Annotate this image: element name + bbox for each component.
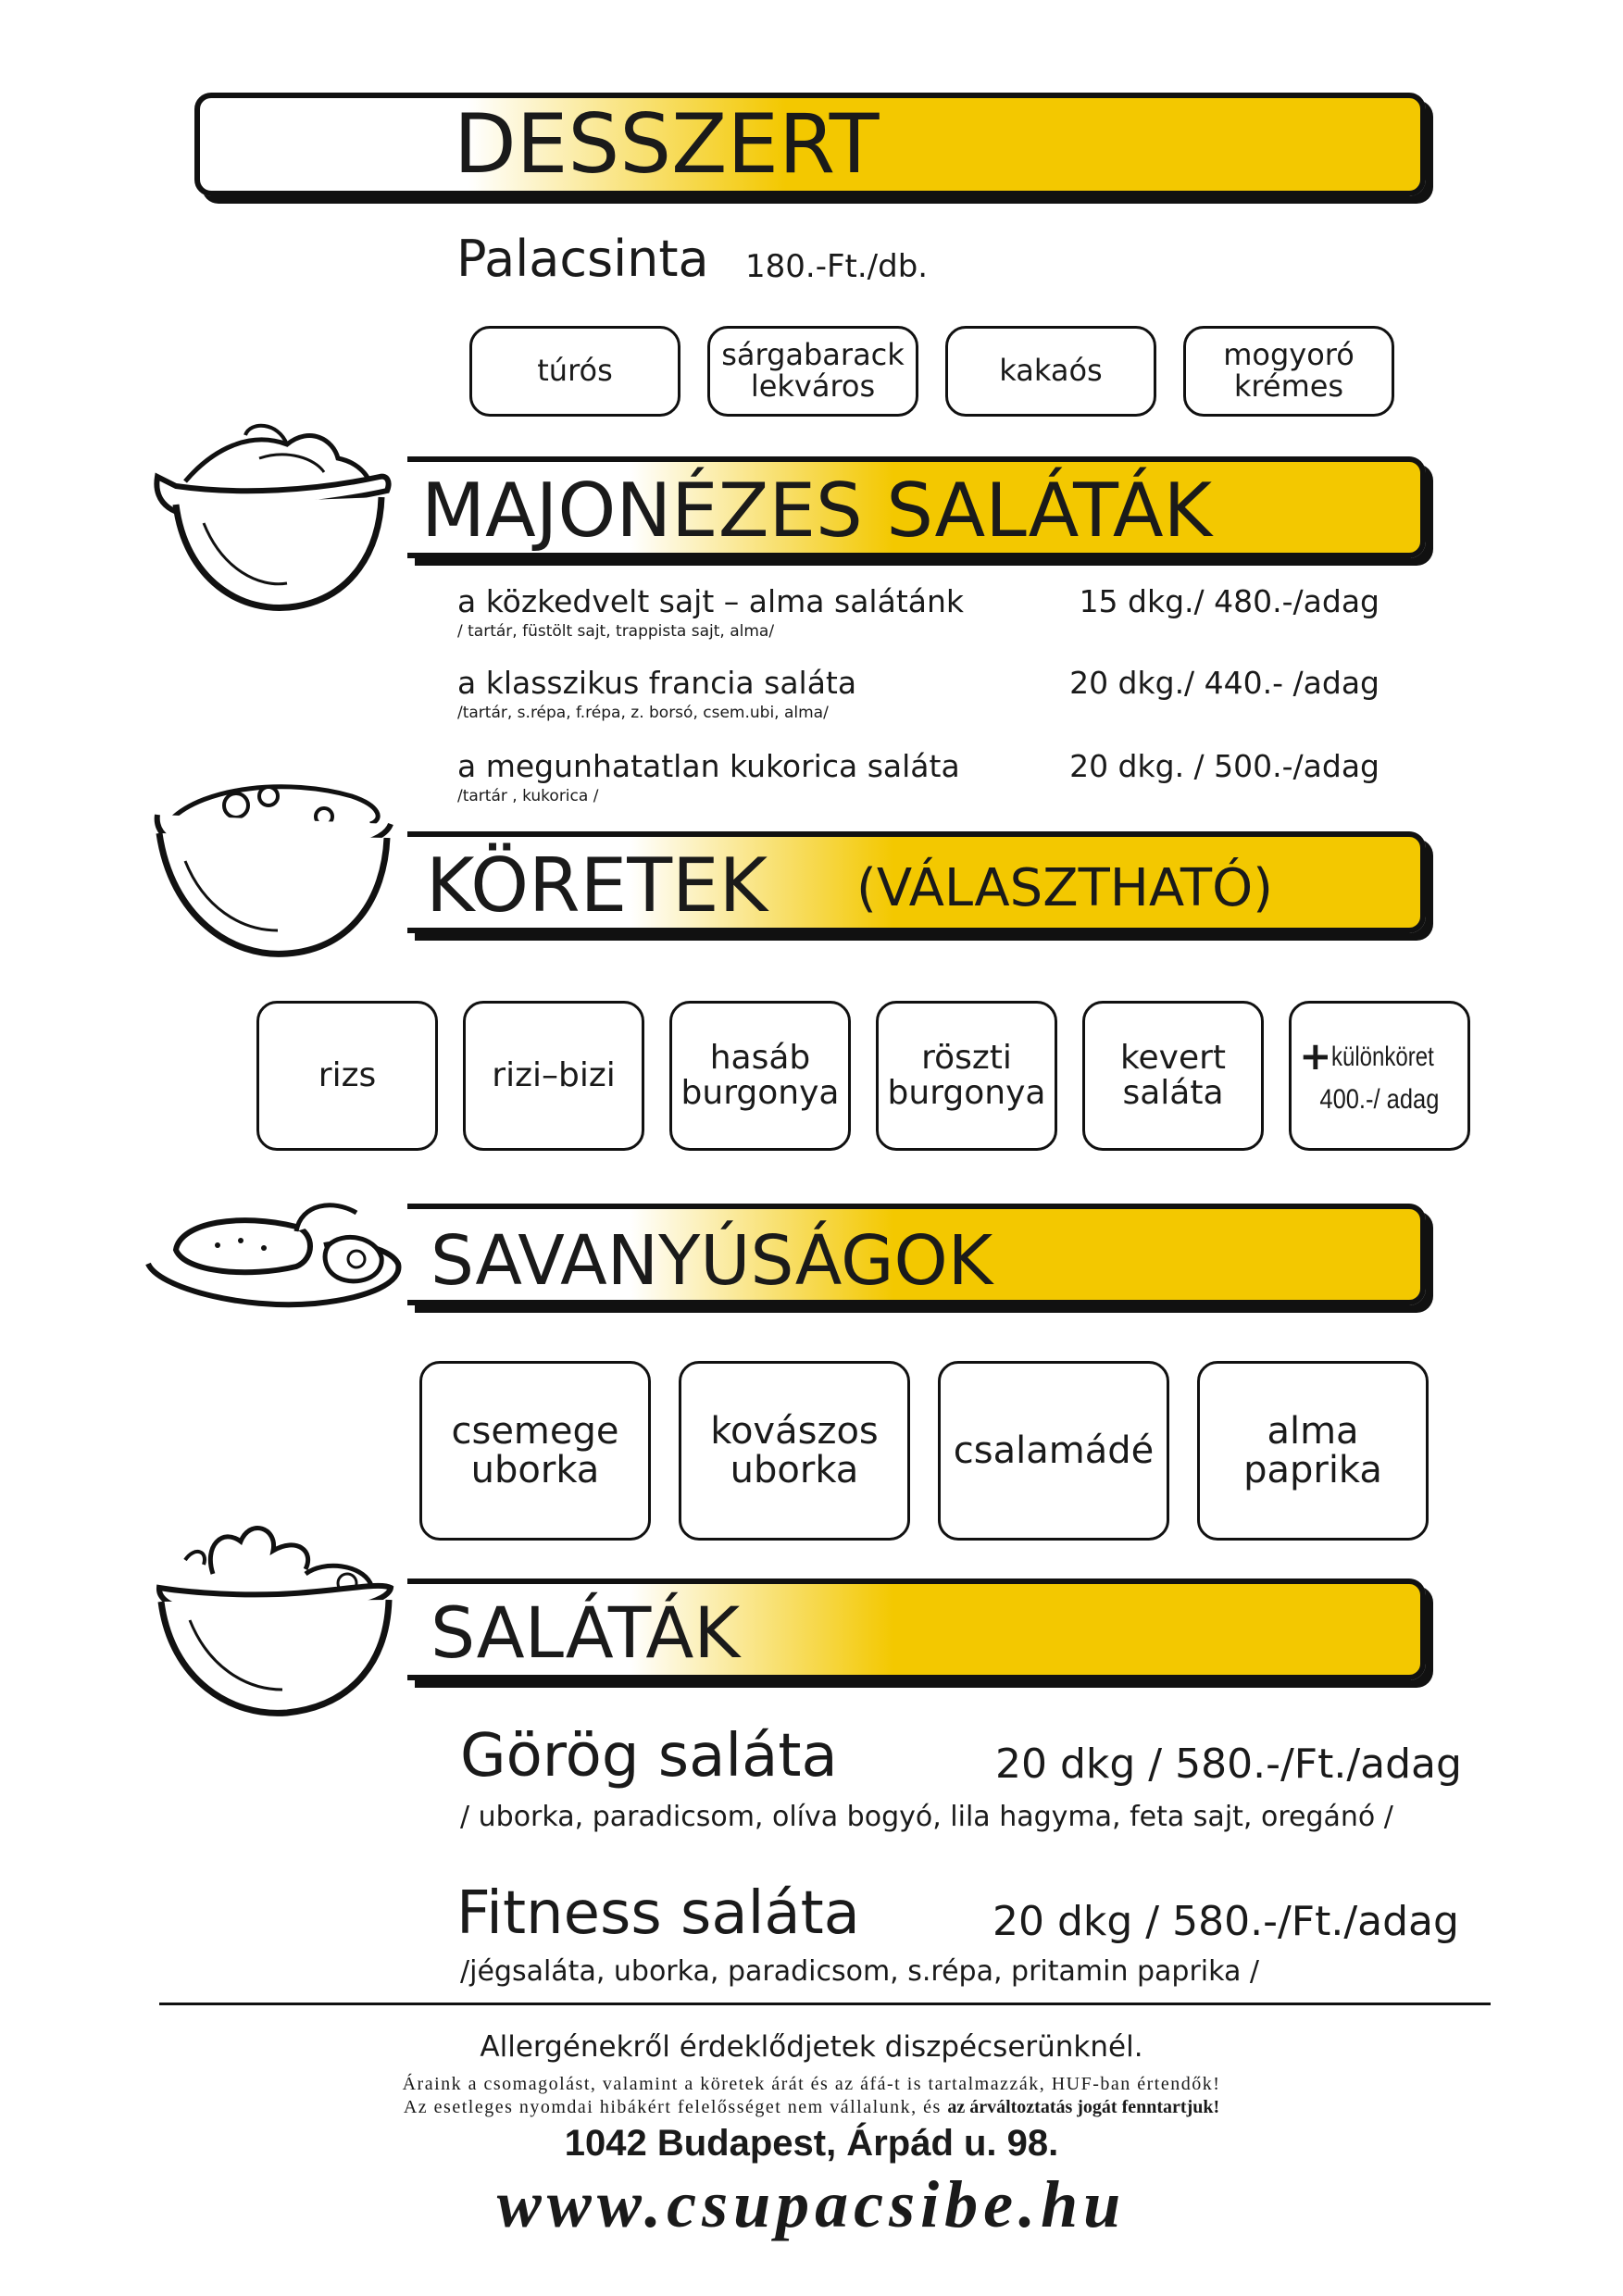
sides-option-extra bbox=[1289, 1001, 1470, 1151]
pickles-option-kovaszos: kovászos uborka bbox=[679, 1361, 910, 1541]
sides-option-roszti: röszti burgonya bbox=[876, 1001, 1057, 1151]
mayo-item-2-name: a klasszikus francia saláta bbox=[457, 665, 857, 701]
mayo-item-2-ingredients: /tartár, s.répa, f.répa, z. borsó, csem.ubi, alma/ bbox=[457, 704, 829, 722]
salad-bowl-icon bbox=[148, 1509, 407, 1722]
footer-note-2 bbox=[0, 2097, 1623, 2118]
pickles-option-csalamade: csalamádé bbox=[938, 1361, 1169, 1541]
footer-divider bbox=[159, 2003, 1491, 2005]
sides-option-rizs: rizs bbox=[256, 1001, 438, 1151]
salad-item-2-name: Fitness saláta bbox=[456, 1879, 860, 1948]
sides-option-hasab: hasáb burgonya bbox=[669, 1001, 851, 1151]
salad-item-1-name: Görög saláta bbox=[460, 1722, 838, 1791]
pickles-plate-icon bbox=[139, 1194, 407, 1315]
sides-extra-label: különköret bbox=[1331, 1041, 1435, 1072]
dessert-title: DESSZERT bbox=[454, 96, 880, 192]
mayo-item-3-ingredients: /tartár , kukorica / bbox=[457, 787, 599, 805]
dessert-option-mogyoro: mogyoró krémes bbox=[1183, 326, 1394, 417]
plus-icon: + bbox=[1299, 1033, 1332, 1079]
mayo-item-2-price: 20 dkg./ 440.- /adag bbox=[1069, 665, 1380, 701]
sides-option-kevert: kevert saláta bbox=[1082, 1001, 1264, 1151]
salad-item-2-ingredients: /jégsaláta, uborka, paradicsom, s.répa, pritamin paprika / bbox=[460, 1955, 1260, 1988]
dessert-option-kakaos: kakaós bbox=[945, 326, 1156, 417]
dessert-option-sargabarack: sárgabarack lekváros bbox=[707, 326, 918, 417]
footer-note-1: Áraink a csomagolást, valamint a köretek árát és az áfá-t is tartalmazzák, HUF-ban értendők! bbox=[402, 2074, 1221, 2094]
mayo-item-3-name: a megunhatatlan kukorica saláta bbox=[457, 748, 960, 784]
footer-allergen: Allergénekről érdeklődjetek diszpécserünknél. bbox=[480, 2030, 1143, 2064]
dessert-option-turos: túrós bbox=[469, 326, 680, 417]
salad-item-1-ingredients: / uborka, paradicsom, olíva bogyó, lila hagyma, feta sajt, oregánó / bbox=[460, 1801, 1393, 1833]
footer-note-2-bold: az árváltoztatás jogát fenntartjuk! bbox=[947, 2097, 1220, 2117]
mayo-item-1-ingredients: / tartár, füstölt sajt, trappista sajt, alma/ bbox=[457, 622, 775, 641]
salad-item-1-price: 20 dkg / 580.-/Ft./adag bbox=[995, 1741, 1462, 1788]
mayo-item-3-price: 20 dkg. / 500.-/adag bbox=[1069, 748, 1380, 784]
salads-title: SALÁTÁK bbox=[431, 1591, 741, 1674]
pickles-title: SAVANYÚSÁGOK bbox=[431, 1221, 993, 1301]
mayo-item-1-price: 15 dkg./ 480.-/adag bbox=[1079, 583, 1380, 619]
pickles-option-alma-paprika: alma paprika bbox=[1197, 1361, 1429, 1541]
footer-note-2-text: Az esetleges nyomdai hibákért felelősséget nem vállalunk, és bbox=[403, 2097, 942, 2117]
mayo-bowl-icon bbox=[148, 393, 398, 625]
dessert-item-name: Palacsinta bbox=[456, 230, 709, 288]
salad-item-2-price: 20 dkg / 580.-/Ft./adag bbox=[993, 1898, 1459, 1945]
sides-subtitle: (VÁLASZTHATÓ) bbox=[856, 858, 1273, 918]
dessert-item-price: 180.-Ft./db. bbox=[745, 248, 929, 285]
sides-extra-price: 400.-/ adag bbox=[1319, 1084, 1440, 1116]
footer-website[interactable]: www.csupacsibe.hu bbox=[496, 2167, 1127, 2241]
sides-option-rizi-bizi: rizi–bizi bbox=[463, 1001, 644, 1151]
footer-address: 1042 Budapest, Árpád u. 98. bbox=[564, 2123, 1059, 2164]
sides-title: KÖRETEK bbox=[426, 842, 768, 929]
pickles-option-csemege: csemege uborka bbox=[419, 1361, 651, 1541]
corn-bowl-icon bbox=[148, 768, 398, 963]
mayo-salads-title: MAJONÉZES SALÁTÁK bbox=[421, 468, 1213, 554]
mayo-item-1-name: a közkedvelt sajt – alma salátánk bbox=[457, 583, 965, 619]
